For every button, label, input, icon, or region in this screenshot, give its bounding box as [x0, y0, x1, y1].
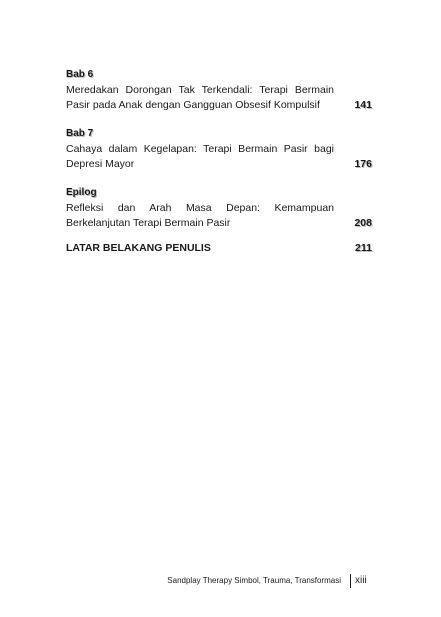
- table-of-contents: [66, 64, 372, 256]
- toc-title-row: [66, 142, 372, 172]
- chapter-label: Bab 7: [66, 128, 94, 139]
- section-title: LATAR BELAKANG PENULIS: [66, 242, 211, 254]
- page-number: 176: [354, 158, 372, 170]
- chapter-title: Cahaya dalam Kegelapan: Terapi Bermain Pasir bagi Depresi Mayor: [66, 143, 334, 170]
- footer-divider: [350, 574, 351, 588]
- page-number: 141: [354, 99, 372, 111]
- toc-title-row: [66, 83, 372, 113]
- chapter-label: Epilog: [66, 187, 97, 198]
- page-number: 208: [354, 217, 372, 229]
- page-footer: [0, 574, 441, 588]
- page-number: 211: [355, 242, 372, 254]
- running-footer-title: Sandplay Therapy Simbol, Trauma, Transformasi: [167, 576, 341, 585]
- toc-entry-bab-6: [66, 64, 372, 113]
- footer-page-number: xiii: [355, 575, 367, 586]
- toc-entry-epilog: [66, 182, 372, 231]
- chapter-title: Meredakan Dorongan Tak Terkendali: Terapi Bermain Pasir pada Anak dengan Gangguan Obsesif Kompulsif: [66, 84, 334, 111]
- chapter-title: Refleksi dan Arah Masa Depan: Kemampuan Berkelanjutan Terapi Bermain Pasir: [66, 202, 334, 229]
- toc-entry-author-background: [66, 241, 372, 256]
- chapter-label: Bab 6: [66, 69, 94, 80]
- toc-entry-bab-7: [66, 123, 372, 172]
- toc-title-row: [66, 201, 372, 231]
